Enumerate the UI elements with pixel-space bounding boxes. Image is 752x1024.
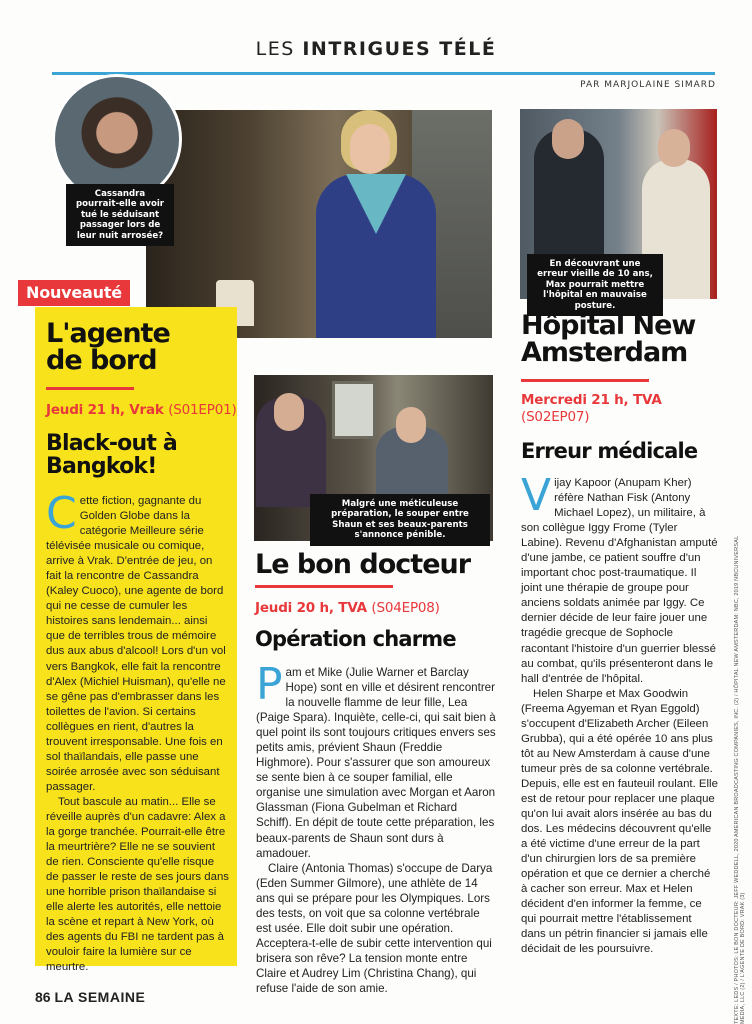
caption-right: En découvrant une erreur vieille de 10 ans, Max pourrait mettre l'hôpital en mauvaise posture. — [527, 254, 663, 316]
article-3-title-rule — [521, 379, 649, 382]
article-2-dropcap: P — [256, 659, 283, 710]
article-1-paragraph-1-text: ette fiction, gagnante du Golden Globe dans la catégorie Meilleure série télévisée musicale ou comique, arrive à Vrak. D'entrée de jeu, on fait la rencontre de Cassandra (Kaley Cuoco), une agente de bord qui ne cesse de cumuler les histoires sans lendemain... ainsi que de terribles trous de mémoire dus aux abus d'alcool! Lors d'un vol vers Bangkok, elle fait la rencontre d'Alex (Michiel Huisman), qu'elle ne se gêne pas d'embrasser dans les toilettes de l'avion. Si certains collègues en rient, d'autres la trouvent irresponsable. Une fois en sol thaïlandais, elle passe une soirée arrosée avec son séduisant passager. — [46, 495, 226, 793]
article-3-title — [521, 312, 695, 366]
photo-head-1 — [552, 119, 584, 159]
article-1-dropcap: C — [46, 488, 77, 539]
article-1-episode-title-line-1: Black-out à — [46, 431, 177, 456]
article-2-paragraph-2: Claire (Antonia Thomas) s'occupe de Darya (Eden Summer Gilmore), une athlète de 14 ans qui se prépare pour les Olympiques. Lors des tests, on voit que sa colonne vertébrale est usée. Elle doit subir une opération. Acceptera-t-elle de subir cette intervention qui brisera son rêve? La tension monte entre Claire et Audrey Lim (Christina Chang), qui refuse l'aide de son amie. — [256, 861, 493, 995]
article-1-paragraph-2: Tout bascule au matin... Elle se réveille auprès d'un cadavre: Alex a la gorge tranchée. Pourrait-elle être la meurtrière? Elle ne se souvient de rien. Consciente qu'elle risque de passer le reste de ses jours dans une horrible prison thaïlandaise si elle alerte les autorités, elle nettoie la scène et repart à New York, où des agents du FBI ne tardent pas à vouloir faire la lumière sur ce meurtre. — [46, 795, 229, 974]
article-2-paragraph-1 — [256, 659, 496, 861]
article-1-title-rule — [46, 387, 134, 390]
magazine-brand: LA SEMAINE — [54, 989, 146, 1005]
caption-circle: Cassandra pourrait-elle avoir tué le séduisant passager lors de leur nuit arrosée? — [66, 184, 174, 246]
photo-boy-face — [396, 407, 426, 443]
article-1-schedule — [46, 402, 237, 418]
article-3-paragraph-1 — [521, 470, 718, 687]
photo-flight-attendant — [146, 110, 492, 338]
section-header — [0, 38, 752, 60]
article-3-dropcap: V — [521, 470, 552, 521]
page-footer — [35, 989, 145, 1005]
caption-middle: Malgré une méticuleuse préparation, le souper entre Shaun et ses beaux-parents s'annonce pénible. — [310, 494, 490, 546]
article-3-episode: (S02EP07) — [521, 409, 590, 425]
article-1-time: Jeudi 21 h, Vrak — [46, 402, 164, 418]
section-title: INTRIGUES TÉLÉ — [302, 38, 497, 60]
article-1-title-line-1: L'agente — [46, 318, 170, 349]
article-1-paragraph-1 — [46, 488, 229, 795]
article-3-time: Mercredi 21 h, TVA — [521, 392, 662, 408]
article-2-paragraph-1-text: am et Mike (Julie Warner et Barclay Hope) sont en ville et désirent rencontrer la nouvelle flamme de leur fille, Lea (Paige Spara). Inquiète, celle-ci, qui sait bien à quel point ils sont toujours critiques envers ses petits amis, prévient Shaun (Freddie Highmore). Pour s'assurer que son amoureux se sente bien à ce souper familial, elle organise une simulation avec Morgan et Aaron Glassman (Fiona Gubelman et Richard Schiff). En dépit de toute cette préparation, les beaux-parents de Shaun sont durs à amadouer. — [256, 666, 496, 860]
photo-face — [350, 124, 390, 174]
page-number: 86 — [35, 989, 51, 1005]
article-1-title-line-2: de bord — [46, 345, 157, 376]
article-2-body — [256, 659, 496, 996]
photo-head-2 — [658, 129, 690, 167]
article-1-episode: (S01EP01) — [168, 402, 237, 418]
header-rule — [52, 72, 715, 75]
article-3-paragraph-2: Helen Sharpe et Max Goodwin (Freema Agyeman et Ryan Eggold) s'occupent d'Elizabeth Archer (Eileen Grubba), qui a été opérée 10 ans plus tôt au New Amsterdam à cause d'une tumeur près de sa colonne vertébrale. Depuis, elle est en fauteuil roulant. Elle est de retour pour replacer une plaque qu'on lui avait alors insérée au bas du dos. Les médecins découvrent qu'elle a été victime d'une erreur de la part d'un chirurgien lors de sa première opération et que ce dernier a cherché à cacher son erreur. Max et Helen décident d'en informer la femme, ce qui pourrait mettre l'établissement dans un pétrin financier si jamais elle décidait de les poursuivre. — [521, 687, 718, 956]
article-3-title-line-1: Hôpital New — [521, 310, 696, 341]
article-1-title — [46, 320, 170, 374]
article-2-title-rule — [255, 585, 393, 588]
photo-girl-face — [274, 393, 304, 431]
article-1-episode-title — [46, 432, 177, 478]
photo-credits: TEXTE: LEDS / PHOTOS: LE BON DOCTEUR: JEFF WEDDELL, 2020 AMERICAN BROADCASTING COMPANIES, INC. (2) / HÔPITAL NEW AMSTERDAM: NBC, 2019 NBCUNIVERSAL MEDIA, LLC (2) / L'AGENTE DE BORD: VRAK (3) — [734, 535, 746, 1024]
article-3-episode-title: Erreur médicale — [521, 439, 698, 463]
section-prefix: LES — [255, 38, 303, 60]
article-3-body — [521, 470, 718, 958]
photo-wall-art — [332, 381, 376, 439]
article-3-title-line-2: Amsterdam — [521, 337, 688, 368]
photo-person — [306, 110, 446, 338]
new-badge: Nouveauté — [18, 280, 130, 306]
article-1-body — [46, 488, 229, 976]
article-2-episode: (S04EP08) — [371, 600, 440, 616]
article-2-title: Le bon docteur — [255, 549, 471, 580]
article-2-episode-title: Opération charme — [255, 627, 456, 651]
article-3-schedule — [521, 392, 662, 426]
byline: PAR MARJOLAINE SIMARD — [580, 80, 716, 90]
article-3-paragraph-1-text: ijay Kapoor (Anupam Kher) réfère Nathan Fisk (Antony Michael Lopez), un militaire, à son collègue Iggy Frome (Tyler Labine). Revenu d'Afghanistan amputé d'une jambe, ce patient souffre d'un important choc post-traumatique. Il joint une thérapie de groupe pour anciens soldats animée par Iggy. Ce dernier décide de leur faire jouer une tragédie grecque de Sophocle racontant l'histoire d'un guerrier blessé au combat, qu'ils présenteront dans le hall d'entrée de l'hôpital. — [521, 477, 718, 685]
article-2-time: Jeudi 20 h, TVA — [255, 600, 367, 616]
article-2-schedule — [255, 600, 440, 616]
article-1-episode-title-line-2: Bangkok! — [46, 454, 157, 480]
